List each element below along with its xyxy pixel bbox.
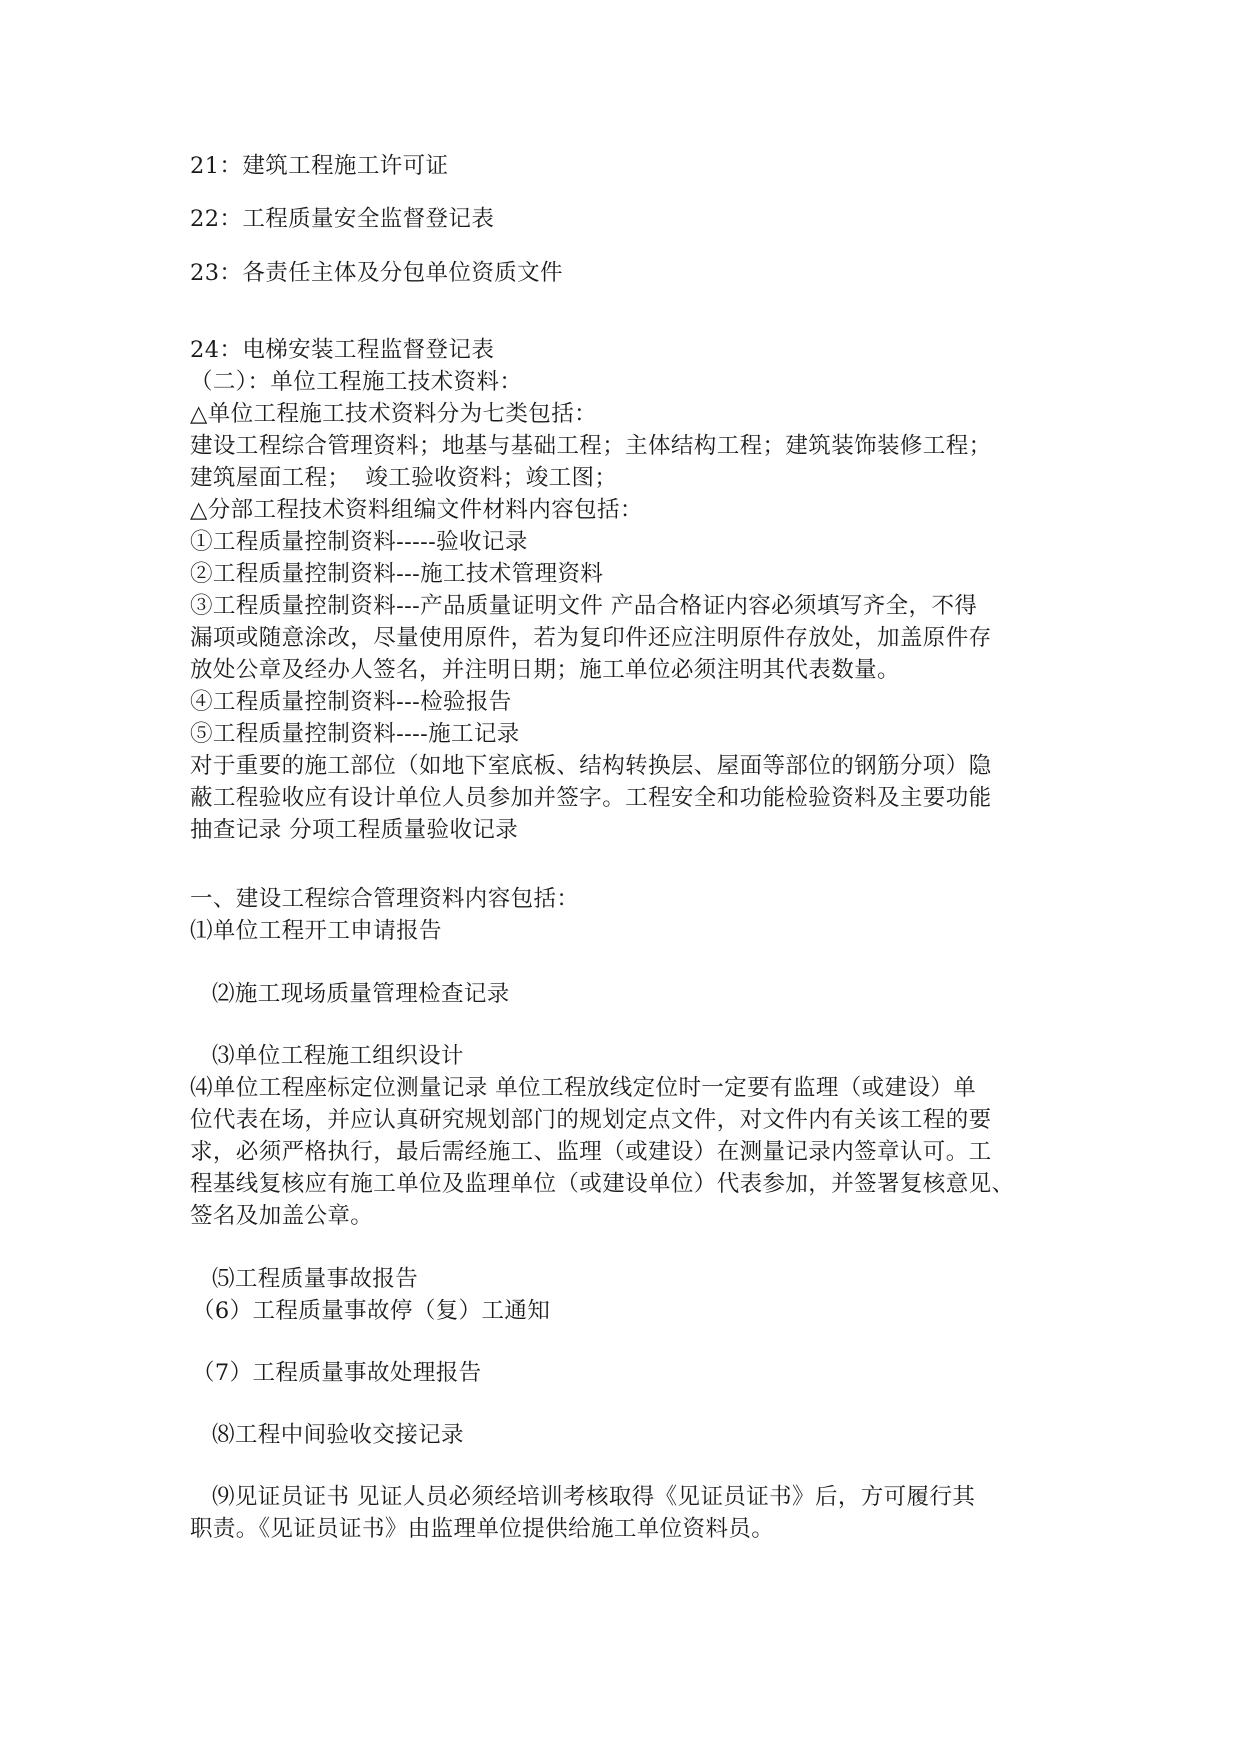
text-line: ④工程质量控制资料---检验报告 xyxy=(190,689,512,715)
text-line: 求，必须严格执行，最后需经施工、监理（或建设）在测量记录内签章认可。工 xyxy=(190,1139,992,1165)
text-line: 签名及加盖公章。 xyxy=(190,1203,374,1229)
text-line: ⑼见证员证书 见证人员必须经培训考核取得《见证员证书》后，方可履行其 xyxy=(212,1484,976,1510)
text-line: 程基线复核应有施工单位及监理单位（或建设单位）代表参加，并签署复核意见、 xyxy=(190,1171,1015,1197)
text-line: （6）工程质量事故停（复）工通知 xyxy=(192,1298,551,1324)
text-line: ⑤工程质量控制资料----施工记录 xyxy=(190,721,520,747)
text-line: （7）工程质量事故处理报告 xyxy=(192,1360,482,1386)
text-line: △分部工程技术资料组编文件材料内容包括： xyxy=(190,497,643,523)
text-line: △单位工程施工技术资料分为七类包括： xyxy=(190,401,598,427)
text-line: （二）：单位工程施工技术资料： xyxy=(190,369,523,395)
text-line: ③工程质量控制资料---产品质量证明文件 产品合格证内容必须填写齐全，不得 xyxy=(190,593,978,619)
text-line: 22：工程质量安全监督登记表 xyxy=(190,206,495,232)
text-line: ⑴单位工程开工申请报告 xyxy=(190,918,442,944)
text-line: 职责。《见证员证书》由监理单位提供给施工单位资料员。 xyxy=(190,1516,775,1542)
text-line: ⑷单位工程座标定位测量记录 单位工程放线定位时一定要有监理（或建设）单 xyxy=(190,1075,977,1101)
text-line: 一、建设工程综合管理资料内容包括： xyxy=(190,886,580,912)
text-line: 蔽工程验收应有设计单位人员参加并签字。工程安全和功能检验资料及主要功能 xyxy=(190,785,992,811)
text-line: 位代表在场，并应认真研究规划部门的规划定点文件，对文件内有关该工程的要 xyxy=(190,1107,992,1133)
text-line: ②工程质量控制资料---施工技术管理资料 xyxy=(190,561,604,587)
text-line: 漏项或随意涂改，尽量使用原件，若为复印件还应注明原件存放处，加盖原件存 xyxy=(190,625,992,651)
text-line: 放处公章及经办人签名，并注明日期；施工单位必须注明其代表数量。 xyxy=(190,657,900,683)
text-line: 抽查记录 分项工程质量验收记录 xyxy=(190,817,519,843)
text-line: ⑻工程中间验收交接记录 xyxy=(212,1422,464,1448)
text-line: 24：电梯安装工程监督登记表 xyxy=(190,337,495,363)
text-line: ⑵施工现场质量管理检查记录 xyxy=(212,981,510,1007)
text-line: ⑸工程质量事故报告 xyxy=(212,1266,419,1292)
text-line: ①工程质量控制资料-----验收记录 xyxy=(190,529,528,555)
text-line: 建筑屋面工程； 竣工验收资料；竣工图； xyxy=(190,465,618,491)
text-line: 21：建筑工程施工许可证 xyxy=(190,153,449,179)
text-line: 建设工程综合管理资料；地基与基础工程；主体结构工程；建筑装饰装修工程； xyxy=(190,433,992,459)
text-line: ⑶单位工程施工组织设计 xyxy=(212,1043,464,1069)
text-line: 23：各责任主体及分包单位资质文件 xyxy=(190,260,563,286)
text-line: 对于重要的施工部位（如地下室底板、结构转换层、屋面等部位的钢筋分项）隐 xyxy=(190,753,992,779)
